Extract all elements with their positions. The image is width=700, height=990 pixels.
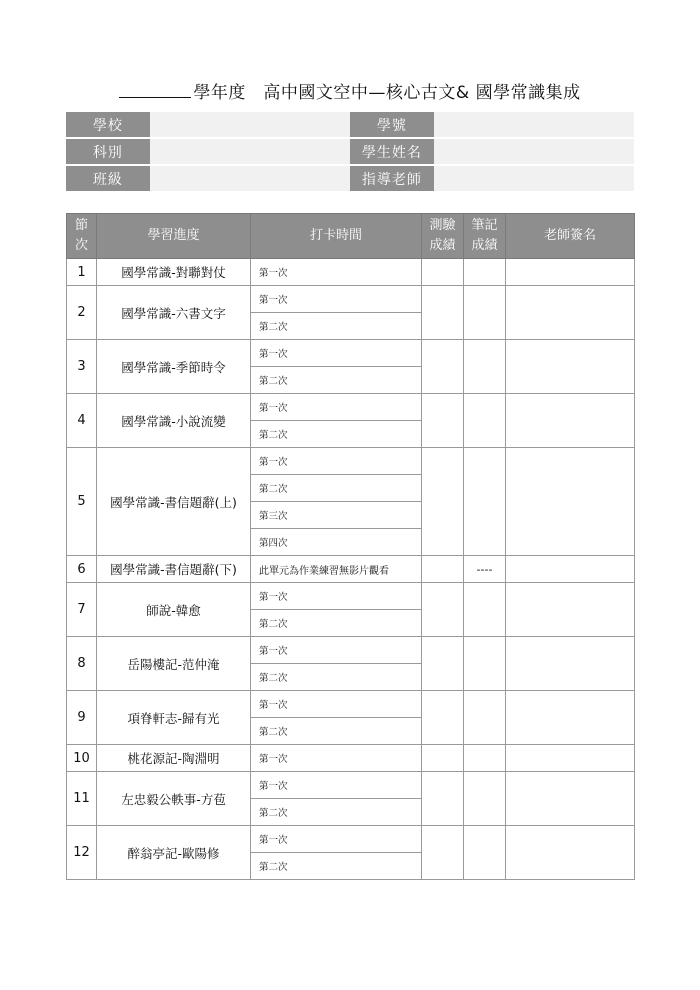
student-name-field[interactable] <box>434 139 634 164</box>
quiz-score-cell[interactable] <box>422 772 464 826</box>
notes-score-cell[interactable] <box>464 394 506 448</box>
header-checkin: 打卡時間 <box>251 214 422 259</box>
checkin-cell[interactable]: 第二次 <box>251 718 422 745</box>
checkin-cell[interactable]: 第二次 <box>251 475 422 502</box>
checkin-cell[interactable]: 第四次 <box>251 529 422 556</box>
table-row <box>67 745 635 772</box>
quiz-score-cell[interactable] <box>422 448 464 556</box>
teacher-sign-cell[interactable] <box>506 583 635 637</box>
teacher-sign-cell[interactable] <box>506 691 635 745</box>
lesson-number: 4 <box>67 394 97 448</box>
notes-score-cell[interactable] <box>464 691 506 745</box>
unit-title: 師說-韓愈 <box>97 583 251 637</box>
quiz-score-cell[interactable] <box>422 637 464 691</box>
header-notes-1: 筆記 <box>471 218 498 233</box>
unit-title: 國學常識-小說流變 <box>97 394 251 448</box>
teacher-sign-cell[interactable] <box>506 826 635 880</box>
checkin-cell[interactable]: 第三次 <box>251 502 422 529</box>
teacher-sign-cell[interactable] <box>506 259 635 286</box>
unit-title: 國學常識-對聯對仗 <box>97 259 251 286</box>
department-field[interactable] <box>150 139 350 164</box>
notes-score-cell[interactable] <box>464 286 506 340</box>
teacher-field[interactable] <box>434 166 634 191</box>
quiz-score-cell[interactable] <box>422 286 464 340</box>
checkin-cell[interactable]: 第一次 <box>251 448 422 475</box>
notes-score-cell[interactable] <box>464 826 506 880</box>
lesson-number: 7 <box>67 583 97 637</box>
teacher-sign-cell[interactable] <box>506 745 635 772</box>
table-row <box>67 583 635 610</box>
checkin-cell[interactable]: 第一次 <box>251 340 422 367</box>
year-blank-line <box>119 83 191 98</box>
progress-table <box>66 213 635 880</box>
notes-score-cell[interactable] <box>464 340 506 394</box>
checkin-cell[interactable]: 第一次 <box>251 826 422 853</box>
table-row <box>67 259 635 286</box>
student-id-label: 學號 <box>350 112 434 137</box>
table-row <box>67 691 635 718</box>
unit-title: 國學常識-六書文字 <box>97 286 251 340</box>
notes-score-cell[interactable] <box>464 583 506 637</box>
notes-score-cell[interactable] <box>464 448 506 556</box>
checkin-cell[interactable]: 第一次 <box>251 772 422 799</box>
notes-score-cell[interactable] <box>464 772 506 826</box>
department-label: 科別 <box>66 139 150 164</box>
teacher-label: 指導老師 <box>350 166 434 191</box>
lesson-number: 3 <box>67 340 97 394</box>
checkin-cell[interactable]: 第二次 <box>251 421 422 448</box>
notes-score-cell[interactable] <box>464 637 506 691</box>
teacher-sign-cell[interactable] <box>506 448 635 556</box>
checkin-cell[interactable]: 第二次 <box>251 313 422 340</box>
checkin-cell[interactable]: 第二次 <box>251 799 422 826</box>
checkin-cell[interactable]: 第二次 <box>251 610 422 637</box>
student-id-field[interactable] <box>434 112 634 137</box>
teacher-sign-cell[interactable] <box>506 394 635 448</box>
table-row <box>67 772 635 799</box>
unit-title: 桃花源記-陶淵明 <box>97 745 251 772</box>
quiz-score-cell[interactable] <box>422 556 464 583</box>
student-name-label: 學生姓名 <box>350 139 434 164</box>
header-quiz-2: 成績 <box>429 238 456 253</box>
table-row <box>67 394 635 421</box>
checkin-cell[interactable]: 第二次 <box>251 853 422 880</box>
notes-score-cell[interactable] <box>464 745 506 772</box>
unit-title: 國學常識-季節時令 <box>97 340 251 394</box>
lesson-number: 12 <box>67 826 97 880</box>
table-row <box>67 826 635 853</box>
checkin-cell[interactable]: 第一次 <box>251 259 422 286</box>
header-notes-2: 成績 <box>471 238 498 253</box>
checkin-cell[interactable]: 第二次 <box>251 664 422 691</box>
header-sign: 老師簽名 <box>506 214 635 259</box>
checkin-cell[interactable]: 第一次 <box>251 583 422 610</box>
unit-title: 左忠毅公軼事-方苞 <box>97 772 251 826</box>
checkin-cell[interactable]: 第一次 <box>251 637 422 664</box>
checkin-cell[interactable]: 第一次 <box>251 286 422 313</box>
header-quiz <box>422 214 464 259</box>
table-row <box>67 340 635 367</box>
lesson-number: 6 <box>67 556 97 583</box>
checkin-cell[interactable]: 第二次 <box>251 367 422 394</box>
lesson-number: 9 <box>67 691 97 745</box>
student-info-table <box>66 110 634 193</box>
teacher-sign-cell[interactable] <box>506 286 635 340</box>
header-notes <box>464 214 506 259</box>
unit-title: 國學常識-書信題辭(下) <box>97 556 251 583</box>
title-text: 學年度 高中國文空中—核心古文& 國學常識集成 <box>193 83 581 103</box>
header-lesson-2: 次 <box>74 238 88 253</box>
unit-title: 項脊軒志-歸有光 <box>97 691 251 745</box>
quiz-score-cell[interactable] <box>422 394 464 448</box>
quiz-score-cell[interactable] <box>422 691 464 745</box>
checkin-cell[interactable]: 第一次 <box>251 691 422 718</box>
teacher-sign-cell[interactable] <box>506 637 635 691</box>
table-row <box>67 286 635 313</box>
table-row <box>67 637 635 664</box>
teacher-sign-cell[interactable] <box>506 772 635 826</box>
school-field[interactable] <box>150 112 350 137</box>
header-progress: 學習進度 <box>97 214 251 259</box>
quiz-score-cell[interactable] <box>422 745 464 772</box>
checkin-cell[interactable]: 此單元為作業練習無影片觀看 <box>251 556 422 583</box>
quiz-score-cell[interactable] <box>422 583 464 637</box>
checkin-cell[interactable]: 第一次 <box>251 394 422 421</box>
lesson-number: 10 <box>67 745 97 772</box>
teacher-sign-cell[interactable] <box>506 340 635 394</box>
quiz-score-cell[interactable] <box>422 826 464 880</box>
checkin-cell[interactable]: 第一次 <box>251 745 422 772</box>
class-label: 班級 <box>66 166 150 191</box>
table-row <box>67 556 635 583</box>
lesson-number: 11 <box>67 772 97 826</box>
header-lesson-1: 節 <box>74 218 88 233</box>
lesson-number: 2 <box>67 286 97 340</box>
quiz-score-cell[interactable] <box>422 340 464 394</box>
teacher-sign-cell[interactable] <box>506 556 635 583</box>
unit-title: 國學常識-書信題辭(上) <box>97 448 251 556</box>
class-field[interactable] <box>150 166 350 191</box>
unit-title: 醉翁亭記-歐陽修 <box>97 826 251 880</box>
school-label: 學校 <box>66 112 150 137</box>
quiz-score-cell[interactable] <box>422 259 464 286</box>
notes-score-cell[interactable] <box>464 259 506 286</box>
lesson-number: 5 <box>67 448 97 556</box>
lesson-number: 1 <box>67 259 97 286</box>
header-lesson <box>67 214 97 259</box>
lesson-number: 8 <box>67 637 97 691</box>
notes-score-cell[interactable]: ---- <box>464 556 506 583</box>
unit-title: 岳陽樓記-范仲淹 <box>97 637 251 691</box>
page-title <box>0 78 700 103</box>
table-row <box>67 448 635 475</box>
header-quiz-1: 測驗 <box>429 218 456 233</box>
